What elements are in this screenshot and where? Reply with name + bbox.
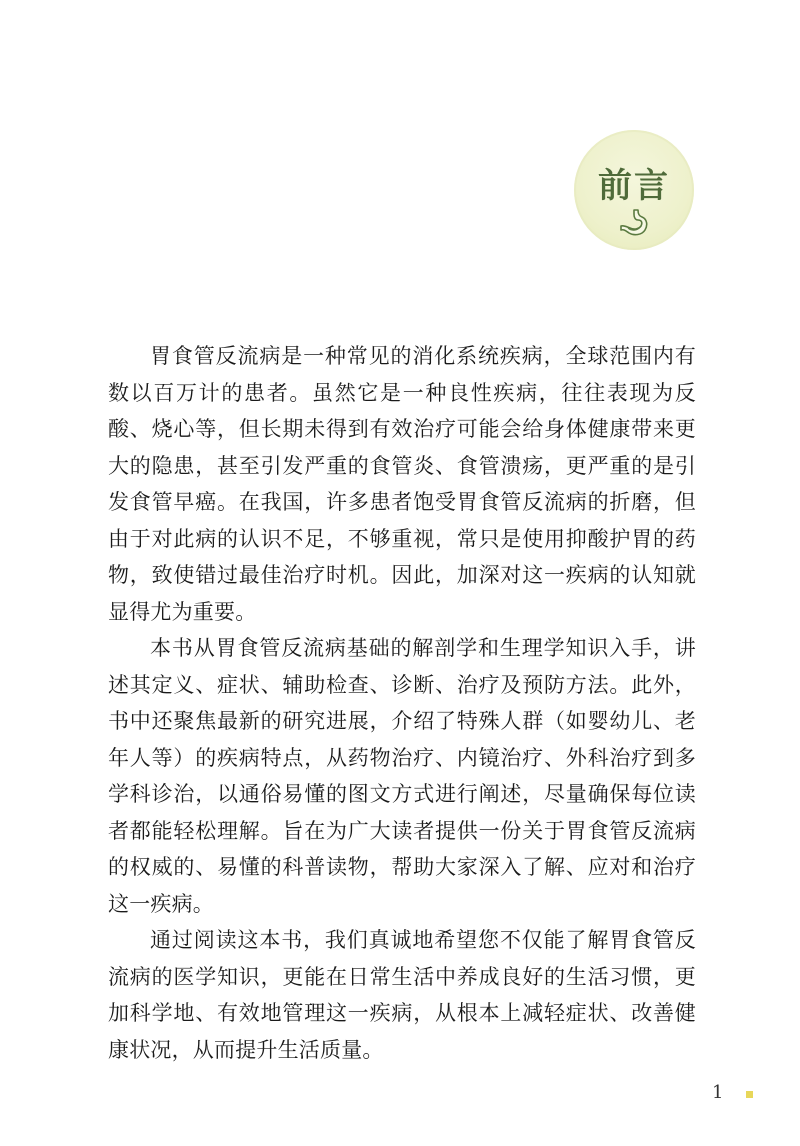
paragraph-3: 通过阅读这本书，我们真诚地希望您不仅能了解胃食管反流病的医学知识，更能在日常生活中养成良好的生活习惯，更加科学地、有效地管理这一疾病，从根本上减轻症状、改善健康状况，从而提升生活质量。 (108, 928, 696, 1062)
page-marker (746, 1091, 753, 1098)
stomach-icon (618, 208, 650, 238)
paragraph-2: 本书从胃食管反流病基础的解剖学和生理学知识入手，讲述其定义、症状、辅助检查、诊断、治疗及预防方法。此外，书中还聚焦最新的研究进展，介绍了特殊人群（如婴幼儿、老年人等）的疾病特点，从药物治疗、内镜治疗、外科治疗到多学科诊治，以通俗易懂的图文方式进行阐述，尽量确保每位读者都能轻松理解。旨在为广大读者提供一份关于胃食管反流病的权威的、易懂的科普读物，帮助大家深入了解、应对和治疗这一疾病。 (108, 636, 696, 916)
title-badge (574, 130, 694, 250)
preface-body (108, 338, 696, 1068)
paragraph-1: 胃食管反流病是一种常见的消化系统疾病，全球范围内有数以百万计的患者。虽然它是一种良性疾病，往往表现为反酸、烧心等，但长期未得到有效治疗可能会给身体健康带来更大的隐患，甚至引发严重的食管炎、食管溃疡，更严重的是引发食管早癌。在我国，许多患者饱受胃食管反流病的折磨，但由于对此病的认识不足，不够重视，常只是使用抑酸护胃的药物，致使错过最佳治疗时机。因此，加深对这一疾病的认知就显得尤为重要。 (108, 344, 696, 624)
page-number: 1 (712, 1082, 724, 1103)
page-title: 前言 (598, 166, 670, 206)
